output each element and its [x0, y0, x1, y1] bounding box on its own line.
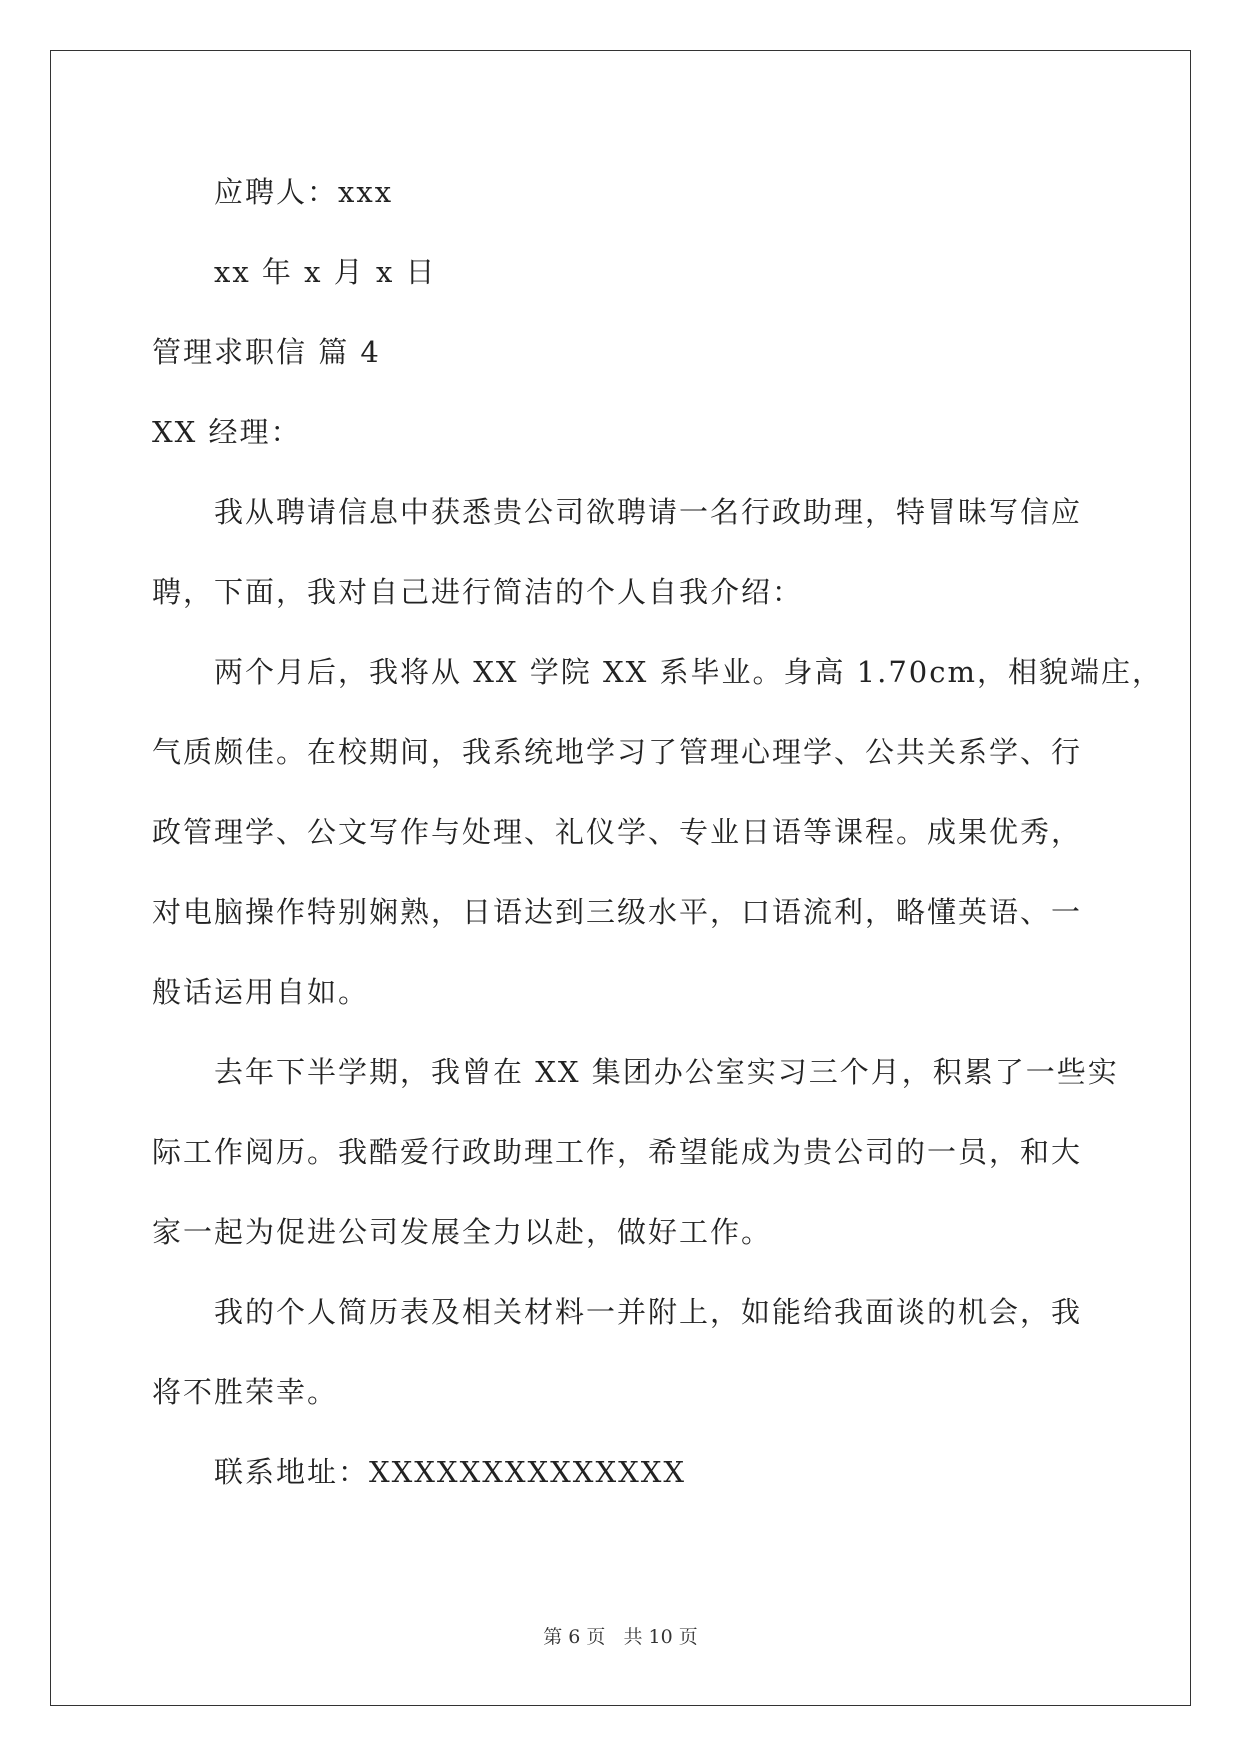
page-number: 第 6 页 — [543, 1626, 606, 1648]
body-line: 际工作阅历。我酷爱行政助理工作，希望能成为贵公司的一员，和大 — [152, 1135, 1083, 1169]
contact-address: 联系地址：XXXXXXXXXXXXXX — [214, 1455, 687, 1489]
body-line: 我的个人简历表及相关材料一并附上，如能给我面谈的机会，我 — [214, 1295, 1083, 1329]
page-total: 共 10 页 — [623, 1626, 698, 1648]
body-line: 我从聘请信息中获悉贵公司欲聘请一名行政助理，特冒昧写信应 — [214, 495, 1083, 529]
body-line: 将不胜荣幸。 — [152, 1375, 339, 1409]
body-line: 去年下半学期，我曾在 XX 集团办公室实习三个月，积累了一些实 — [214, 1055, 1119, 1089]
body-line: 两个月后，我将从 XX 学院 XX 系毕业。身高 1.70cm，相貌端庄， — [214, 655, 1163, 689]
body-line: 家一起为促进公司发展全力以赴，做好工作。 — [152, 1215, 773, 1249]
section-heading: 管理求职信 篇 4 — [152, 335, 381, 369]
page-footer — [0, 1622, 1241, 1649]
body-line: 聘，下面，我对自己进行简洁的个人自我介绍： — [152, 575, 804, 609]
body-line: 对电脑操作特别娴熟，日语达到三级水平，口语流利，略懂英语、一 — [152, 895, 1083, 929]
applicant-line: 应聘人：xxx — [214, 175, 394, 209]
date-line: xx 年 x 月 x 日 — [214, 255, 437, 289]
body-line: 政管理学、公文写作与处理、礼仪学、专业日语等课程。成果优秀， — [152, 815, 1083, 849]
body-line: 气质颇佳。在校期间，我系统地学习了管理心理学、公共关系学、行 — [152, 735, 1083, 769]
salutation: XX 经理： — [152, 415, 302, 449]
body-line: 般话运用自如。 — [152, 975, 370, 1009]
